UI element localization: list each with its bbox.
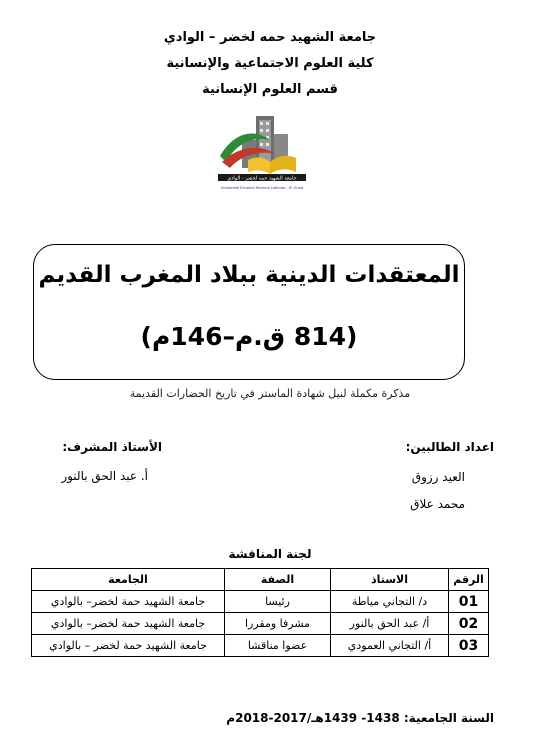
university-logo-icon bbox=[212, 110, 312, 196]
academic-year: السنة الجامعية: 1438- 1439هـ/2017-2018م bbox=[226, 711, 494, 725]
member-name: أ/ عبد الحق بالنور bbox=[331, 613, 449, 635]
memo-description: مذكرة مكملة لنيل شهادة الماستر في تاريخ الحضارات القديمة bbox=[129, 387, 411, 400]
supervisor-label: الأستاذ المشرف: bbox=[62, 440, 162, 454]
committee-title: لجنة المناقشة bbox=[228, 547, 312, 561]
column-header: الاستاذ bbox=[331, 569, 449, 591]
column-header: الصفة bbox=[225, 569, 331, 591]
member-role: عضوا مناقشا bbox=[225, 635, 331, 657]
row-number: 03 bbox=[449, 635, 489, 657]
university-name: جامعة الشهيد حمه لخضر – الوادي bbox=[163, 30, 377, 45]
table-row bbox=[32, 635, 489, 657]
member-name: د/ التجاني مياطة bbox=[331, 591, 449, 613]
row-number: 02 bbox=[449, 613, 489, 635]
logo-caption-en: Université Echahid Hamma Lakhdar - El Oued bbox=[220, 186, 304, 190]
row-number: 01 bbox=[449, 591, 489, 613]
supervisor-name: أ. عبد الحق بالنور bbox=[61, 469, 148, 483]
thesis-title: المعتقدات الدينية ببلاد المغرب القديم bbox=[38, 262, 460, 288]
student-name: محمد علاق bbox=[410, 497, 465, 511]
table-row bbox=[32, 591, 489, 613]
thesis-period: (814 ق.م–146م) bbox=[140, 322, 358, 351]
department-name: قسم العلوم الإنسانية bbox=[202, 82, 338, 97]
member-role: رئيسا bbox=[225, 591, 331, 613]
member-university: جامعة الشهيد حمة لخضر– بالوادي bbox=[32, 613, 225, 635]
column-header: الجامعة bbox=[32, 569, 225, 591]
member-university: جامعة الشهيد حمة لخضر– بالوادي bbox=[32, 591, 225, 613]
faculty-name: كلية العلوم الاجتماعية والإنسانية bbox=[166, 56, 374, 71]
table-header-row bbox=[32, 569, 489, 591]
member-name: أ/ التجاني العمودي bbox=[331, 635, 449, 657]
member-university: جامعة الشهيد حمة لخضر – بالوادي bbox=[32, 635, 225, 657]
committee-table bbox=[31, 568, 489, 657]
logo-caption-ar: جامعة الشهيد حمه لخضر - الوادي bbox=[227, 175, 297, 182]
students-label: اعداد الطالبين: bbox=[405, 440, 494, 454]
member-role: مشرفا ومقررا bbox=[225, 613, 331, 635]
student-name: العيد رزوق bbox=[411, 470, 465, 484]
column-header: الرقم bbox=[449, 569, 489, 591]
table-row bbox=[32, 613, 489, 635]
